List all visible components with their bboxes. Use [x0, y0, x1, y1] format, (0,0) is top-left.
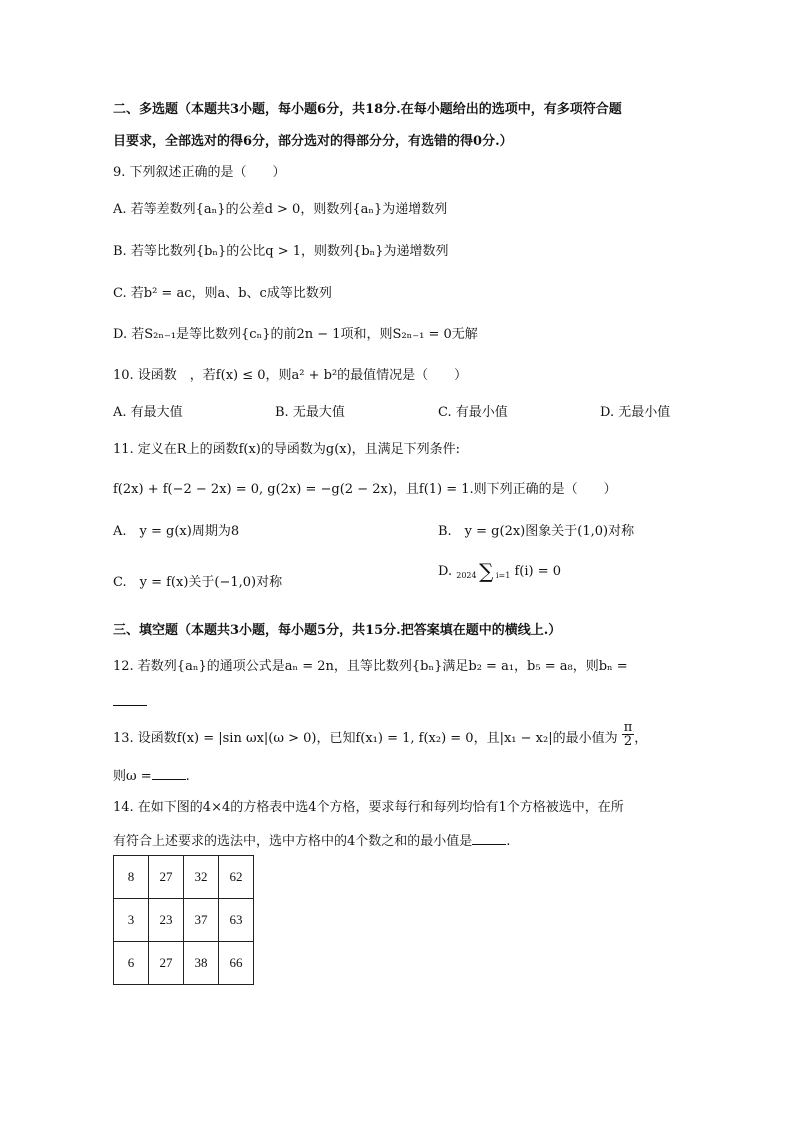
q9-option-a: A. 若等差数列{aₙ}的公差d > 0，则数列{aₙ}为递增数列 — [113, 202, 448, 217]
table-cell: 37 — [184, 899, 219, 942]
table-cell: 3 — [114, 899, 149, 942]
number-grid-table — [113, 855, 254, 985]
q14-end: . — [506, 834, 511, 849]
q13-answer-blank — [152, 766, 186, 780]
q11-option-b: B. y = g(2x)图象关于(1,0)对称 — [438, 524, 635, 539]
q11-option-d — [438, 559, 562, 583]
sum-upper-limit: 2024 — [456, 571, 477, 580]
summation-symbol: 2024 ∑ i=1 — [456, 559, 511, 583]
q11-option-d-expr: f(i) = 0 — [514, 564, 562, 579]
table-cell: 63 — [219, 899, 254, 942]
q10-option-a: A. 有最大值 — [113, 405, 183, 420]
q11-option-d-prefix: D. — [438, 564, 453, 579]
q10-option-c: C. 有最小值 — [438, 405, 508, 420]
q13-line2-text: 则ω = — [113, 769, 152, 784]
table-cell: 27 — [149, 942, 184, 985]
fraction-denominator: 2 — [623, 734, 633, 749]
table-row — [114, 899, 254, 942]
q14-line2 — [113, 831, 510, 851]
section-3-header: 三、填空题（本题共3小题，每小题5分，共15分.把答案填在题中的横线上.） — [113, 623, 562, 638]
q9-option-b: B. 若等比数列{bₙ}的公比q > 1，则数列{bₙ}为递增数列 — [113, 244, 449, 259]
q10-option-b: B. 无最大值 — [275, 405, 345, 420]
q11-stem: 11. 定义在R上的函数f(x)的导函数为g(x)，且满足下列条件: — [113, 442, 461, 457]
q12-answer-blank — [113, 692, 147, 712]
table-row — [114, 942, 254, 985]
q13-tail: ， — [634, 731, 648, 746]
q9-option-c: C. 若b² = ac，则a、b、c成等比数列 — [113, 286, 332, 301]
q10-stem: 10. 设函数 ，若f(x) ≤ 0，则a² + b²的最值情况是（ ） — [113, 368, 468, 383]
table-cell: 8 — [114, 856, 149, 899]
pi-over-2-fraction — [622, 721, 635, 748]
q14-answer-blank — [472, 831, 506, 845]
q10-option-d: D. 无最小值 — [600, 405, 671, 420]
table-cell: 38 — [184, 942, 219, 985]
q11-option-c: C. y = f(x)关于(−1,0)对称 — [113, 575, 283, 590]
q13-line1 — [113, 720, 648, 749]
q13-line2: 则ω = . — [113, 766, 190, 786]
q9-option-d: D. 若S₂ₙ₋₁是等比数列{cₙ}的前2n − 1项和，则S₂ₙ₋₁ = 0无解 — [113, 327, 478, 342]
q11-conditions: f(2x) + f(−2 − 2x) = 0, g(2x) = −g(2 − 2x)，且f(1) = 1.则下列正确的是（ ） — [113, 482, 617, 497]
section-2-header-line1: 二、多选题（本题共3小题，每小题6分，共18分.在每小题给出的选项中，有多项符合题 — [113, 102, 622, 117]
q14-line1: 14. 在如下图的4×4的方格表中选4个方格，要求每行和每列均恰有1个方格被选中，在所 — [113, 800, 624, 815]
table-cell: 6 — [114, 942, 149, 985]
table-cell: 27 — [149, 856, 184, 899]
q14-line2-text: 有符合上述要求的选法中，选中方格中的4个数之和的最小值是 — [113, 834, 473, 849]
section-2-header-line2: 目要求，全部选对的得6分，部分选对的得部分分，有选错的得0分.） — [113, 134, 513, 149]
q13-stem: 13. 设函数f(x) = |sin ωx|(ω > 0)，已知f(x₁) = 1, f(x₂) = 0，且|x₁ − x₂|的最小值为 — [113, 731, 618, 746]
table-cell: 23 — [149, 899, 184, 942]
sum-lower-limit: i=1 — [495, 571, 511, 580]
table-cell: 66 — [219, 942, 254, 985]
table-cell: 32 — [184, 856, 219, 899]
q9-stem: 9. 下列叙述正确的是（ ） — [113, 165, 286, 180]
table-row — [114, 856, 254, 899]
q11-option-a: A. y = g(x)周期为8 — [113, 524, 240, 539]
q12-stem: 12. 若数列{aₙ}的通项公式是aₙ = 2n，且等比数列{bₙ}满足b₂ = a₁，b₅ = a₈，则bₙ = — [113, 659, 628, 674]
fraction-numerator: π — [623, 720, 633, 735]
table-cell: 62 — [219, 856, 254, 899]
